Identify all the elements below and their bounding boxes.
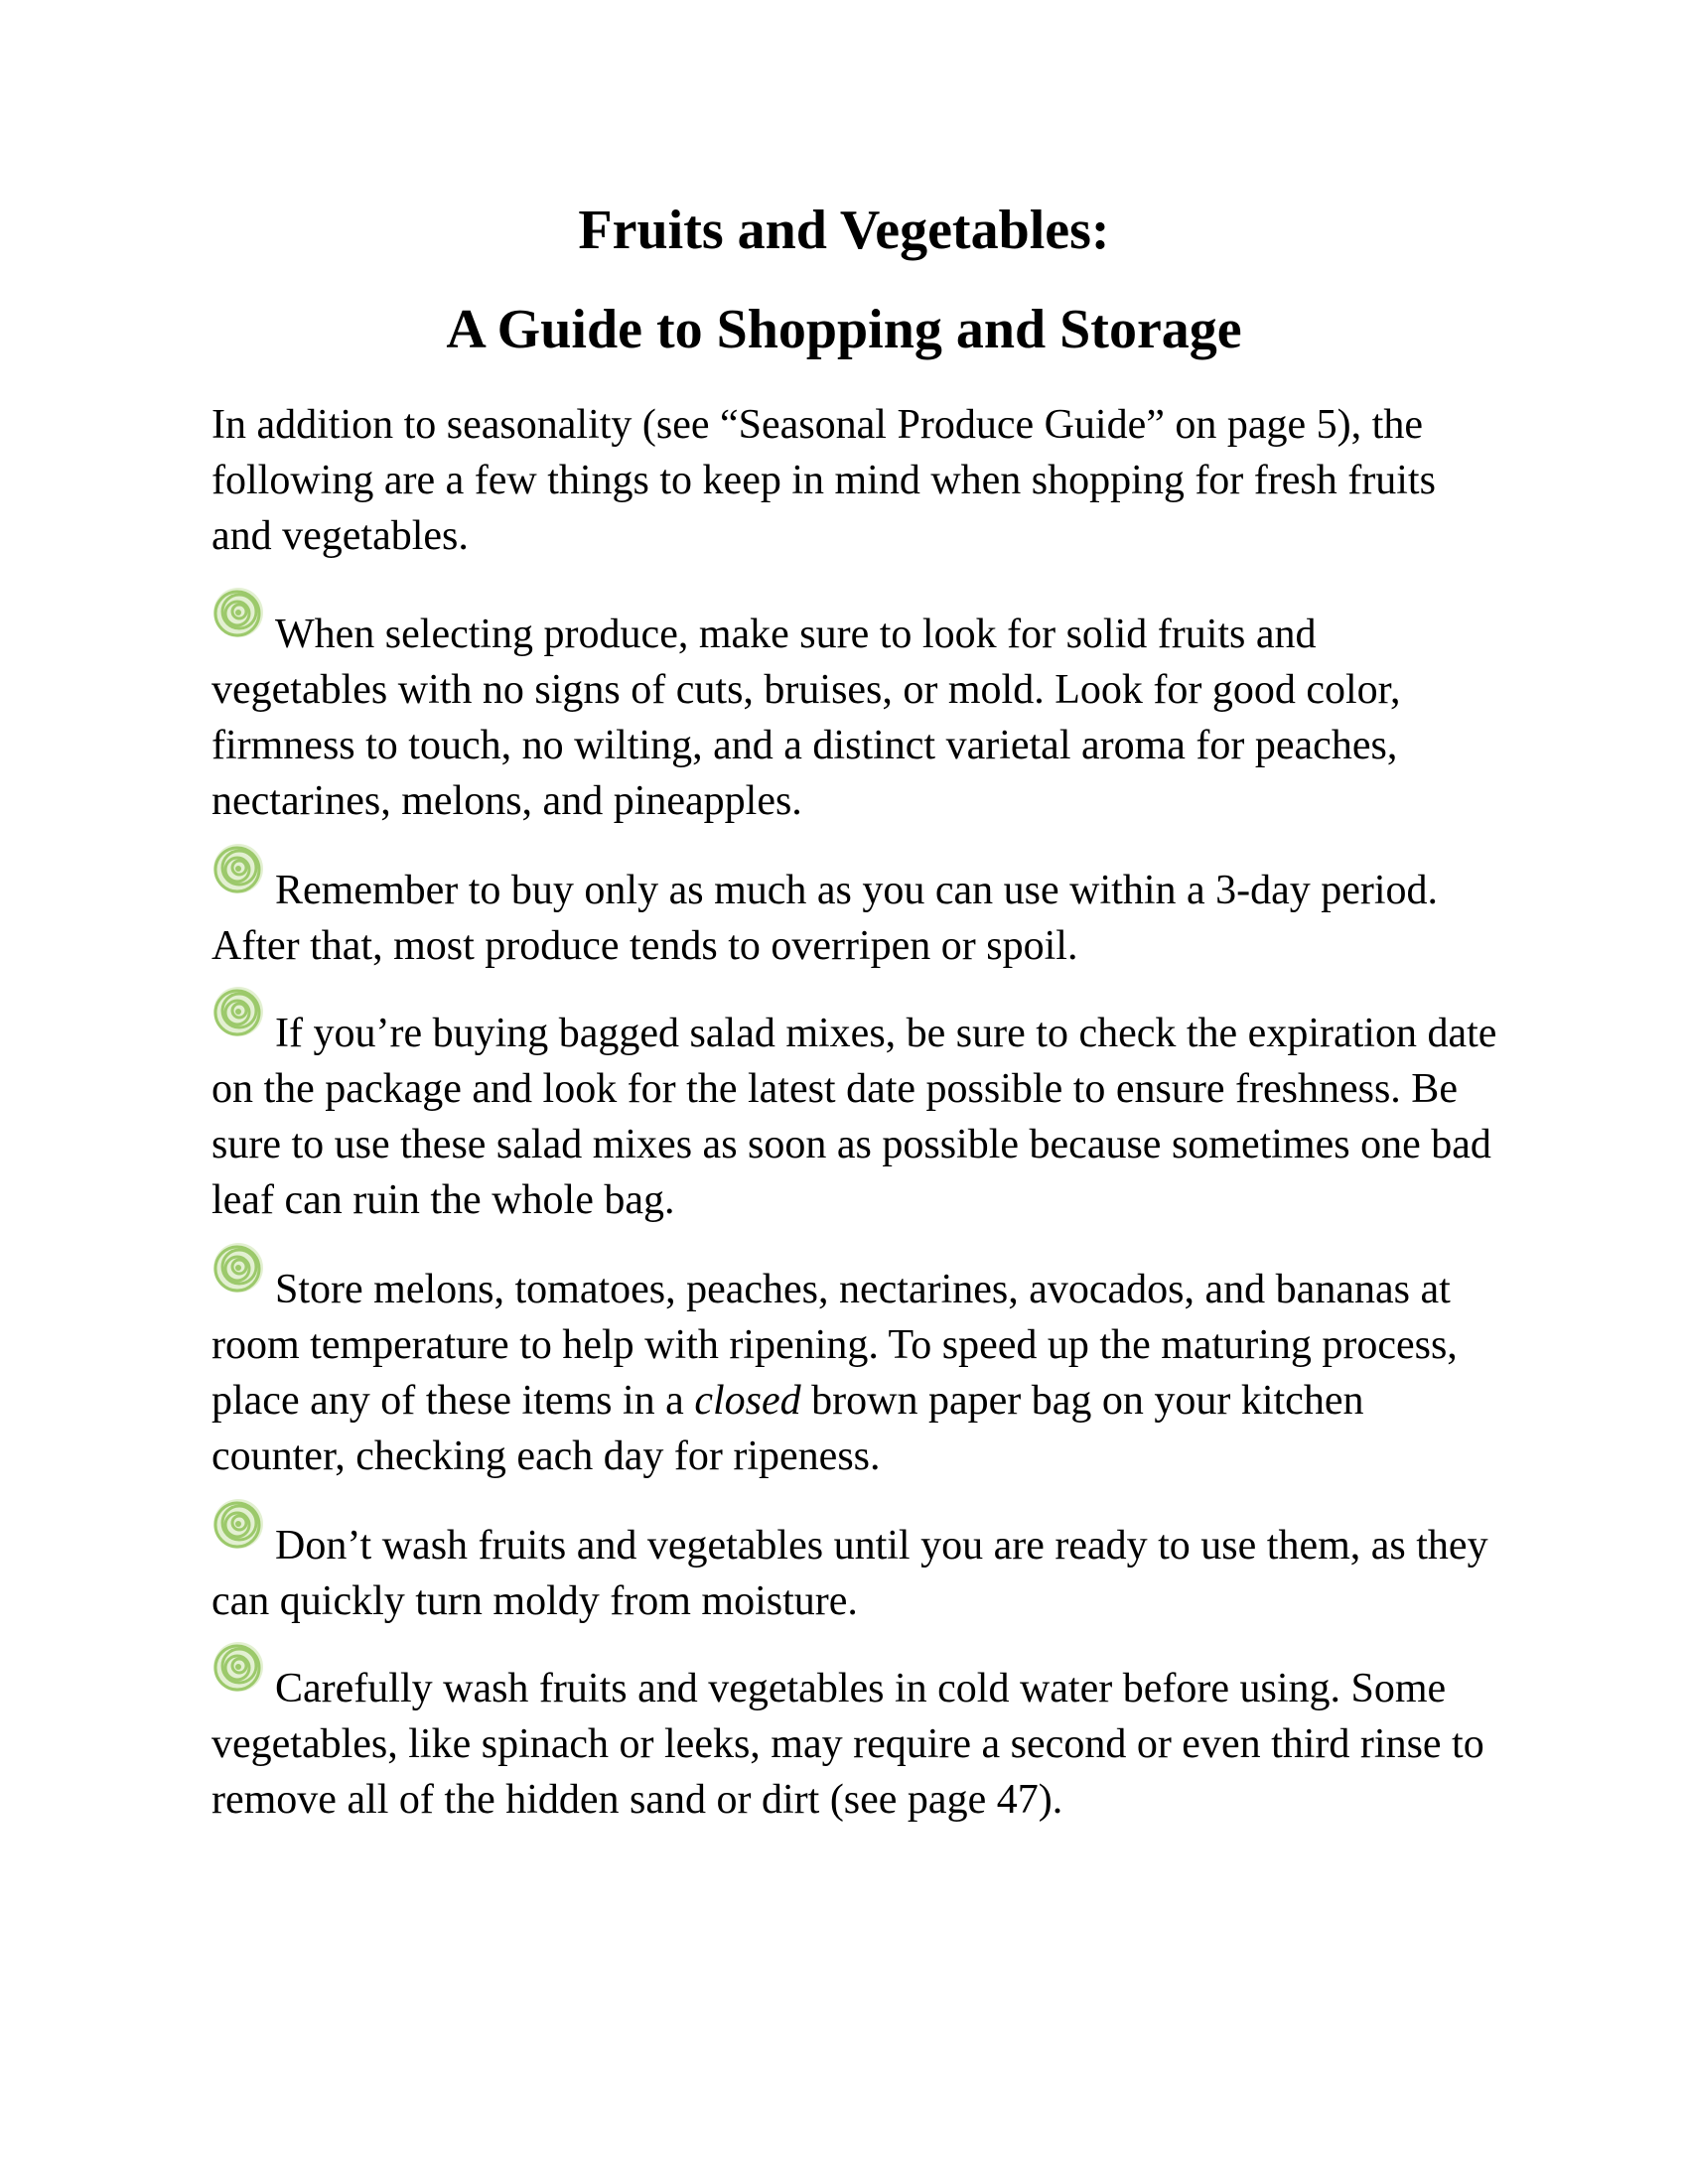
page-subtitle: A Guide to Shopping and Storage bbox=[446, 299, 1242, 360]
page-title: Fruits and Vegetables: bbox=[578, 200, 1110, 261]
spiral-bullet-icon bbox=[211, 1241, 265, 1295]
spiral-bullet-icon bbox=[211, 842, 265, 895]
intro-paragraph: In addition to seasonality (see “Seasonal Produce Guide” on page 5), the following are a few things to keep in mind when shopping for fresh fruits and vegetables. bbox=[211, 402, 1436, 559]
tip-item bbox=[211, 997, 1502, 1228]
tip-text: Carefully wash fruits and vegetables in cold water before using. Some vegetables, like spinach or leeks, may require a second or even third rinse to remove all of the hidden sand or dirt (see page 47). bbox=[211, 1666, 1484, 1823]
tip-item bbox=[211, 1509, 1502, 1629]
tip-item bbox=[211, 1652, 1502, 1828]
tip-item bbox=[211, 598, 1502, 829]
spiral-bullet-icon bbox=[211, 586, 265, 639]
tip-text: Remember to buy only as much as you can use within a 3-day period. After that, most produce tends to overripen or spoil. bbox=[211, 868, 1439, 969]
spiral-bullet-icon bbox=[211, 1640, 265, 1694]
tip-item bbox=[211, 1253, 1502, 1484]
tip-text: Store melons, tomatoes, peaches, nectarines, avocados, and bananas at room temperature to help with ripening. To speed up the maturing process, place any of these items in a bbox=[211, 1267, 1458, 1424]
tip-text: If you’re buying bagged salad mixes, be sure to check the expiration date on the package and look for the latest date possible to ensure freshness. Be sure to use these salad mixes as soon as possible because sometimes one bad leaf can ruin the whole bag. bbox=[211, 1011, 1497, 1223]
tip-text: Don’t wash fruits and vegetables until you are ready to use them, as they can quickly turn moldy from moisture. bbox=[211, 1523, 1488, 1624]
emphasis-text: closed bbox=[694, 1378, 801, 1424]
tip-text: When selecting produce, make sure to look for solid fruits and vegetables with no signs of cuts, bruises, or mold. Look for good color, firmness to touch, no wilting, and a distinct varietal aroma for peaches, nectarines, melons, and pineapples. bbox=[211, 612, 1401, 824]
tip-item bbox=[211, 854, 1502, 974]
spiral-bullet-icon bbox=[211, 985, 265, 1038]
tip-text-continued: brown paper bag on your kitchen counter, checking each day for ripeness. bbox=[211, 1378, 1364, 1479]
spiral-bullet-icon bbox=[211, 1497, 265, 1551]
